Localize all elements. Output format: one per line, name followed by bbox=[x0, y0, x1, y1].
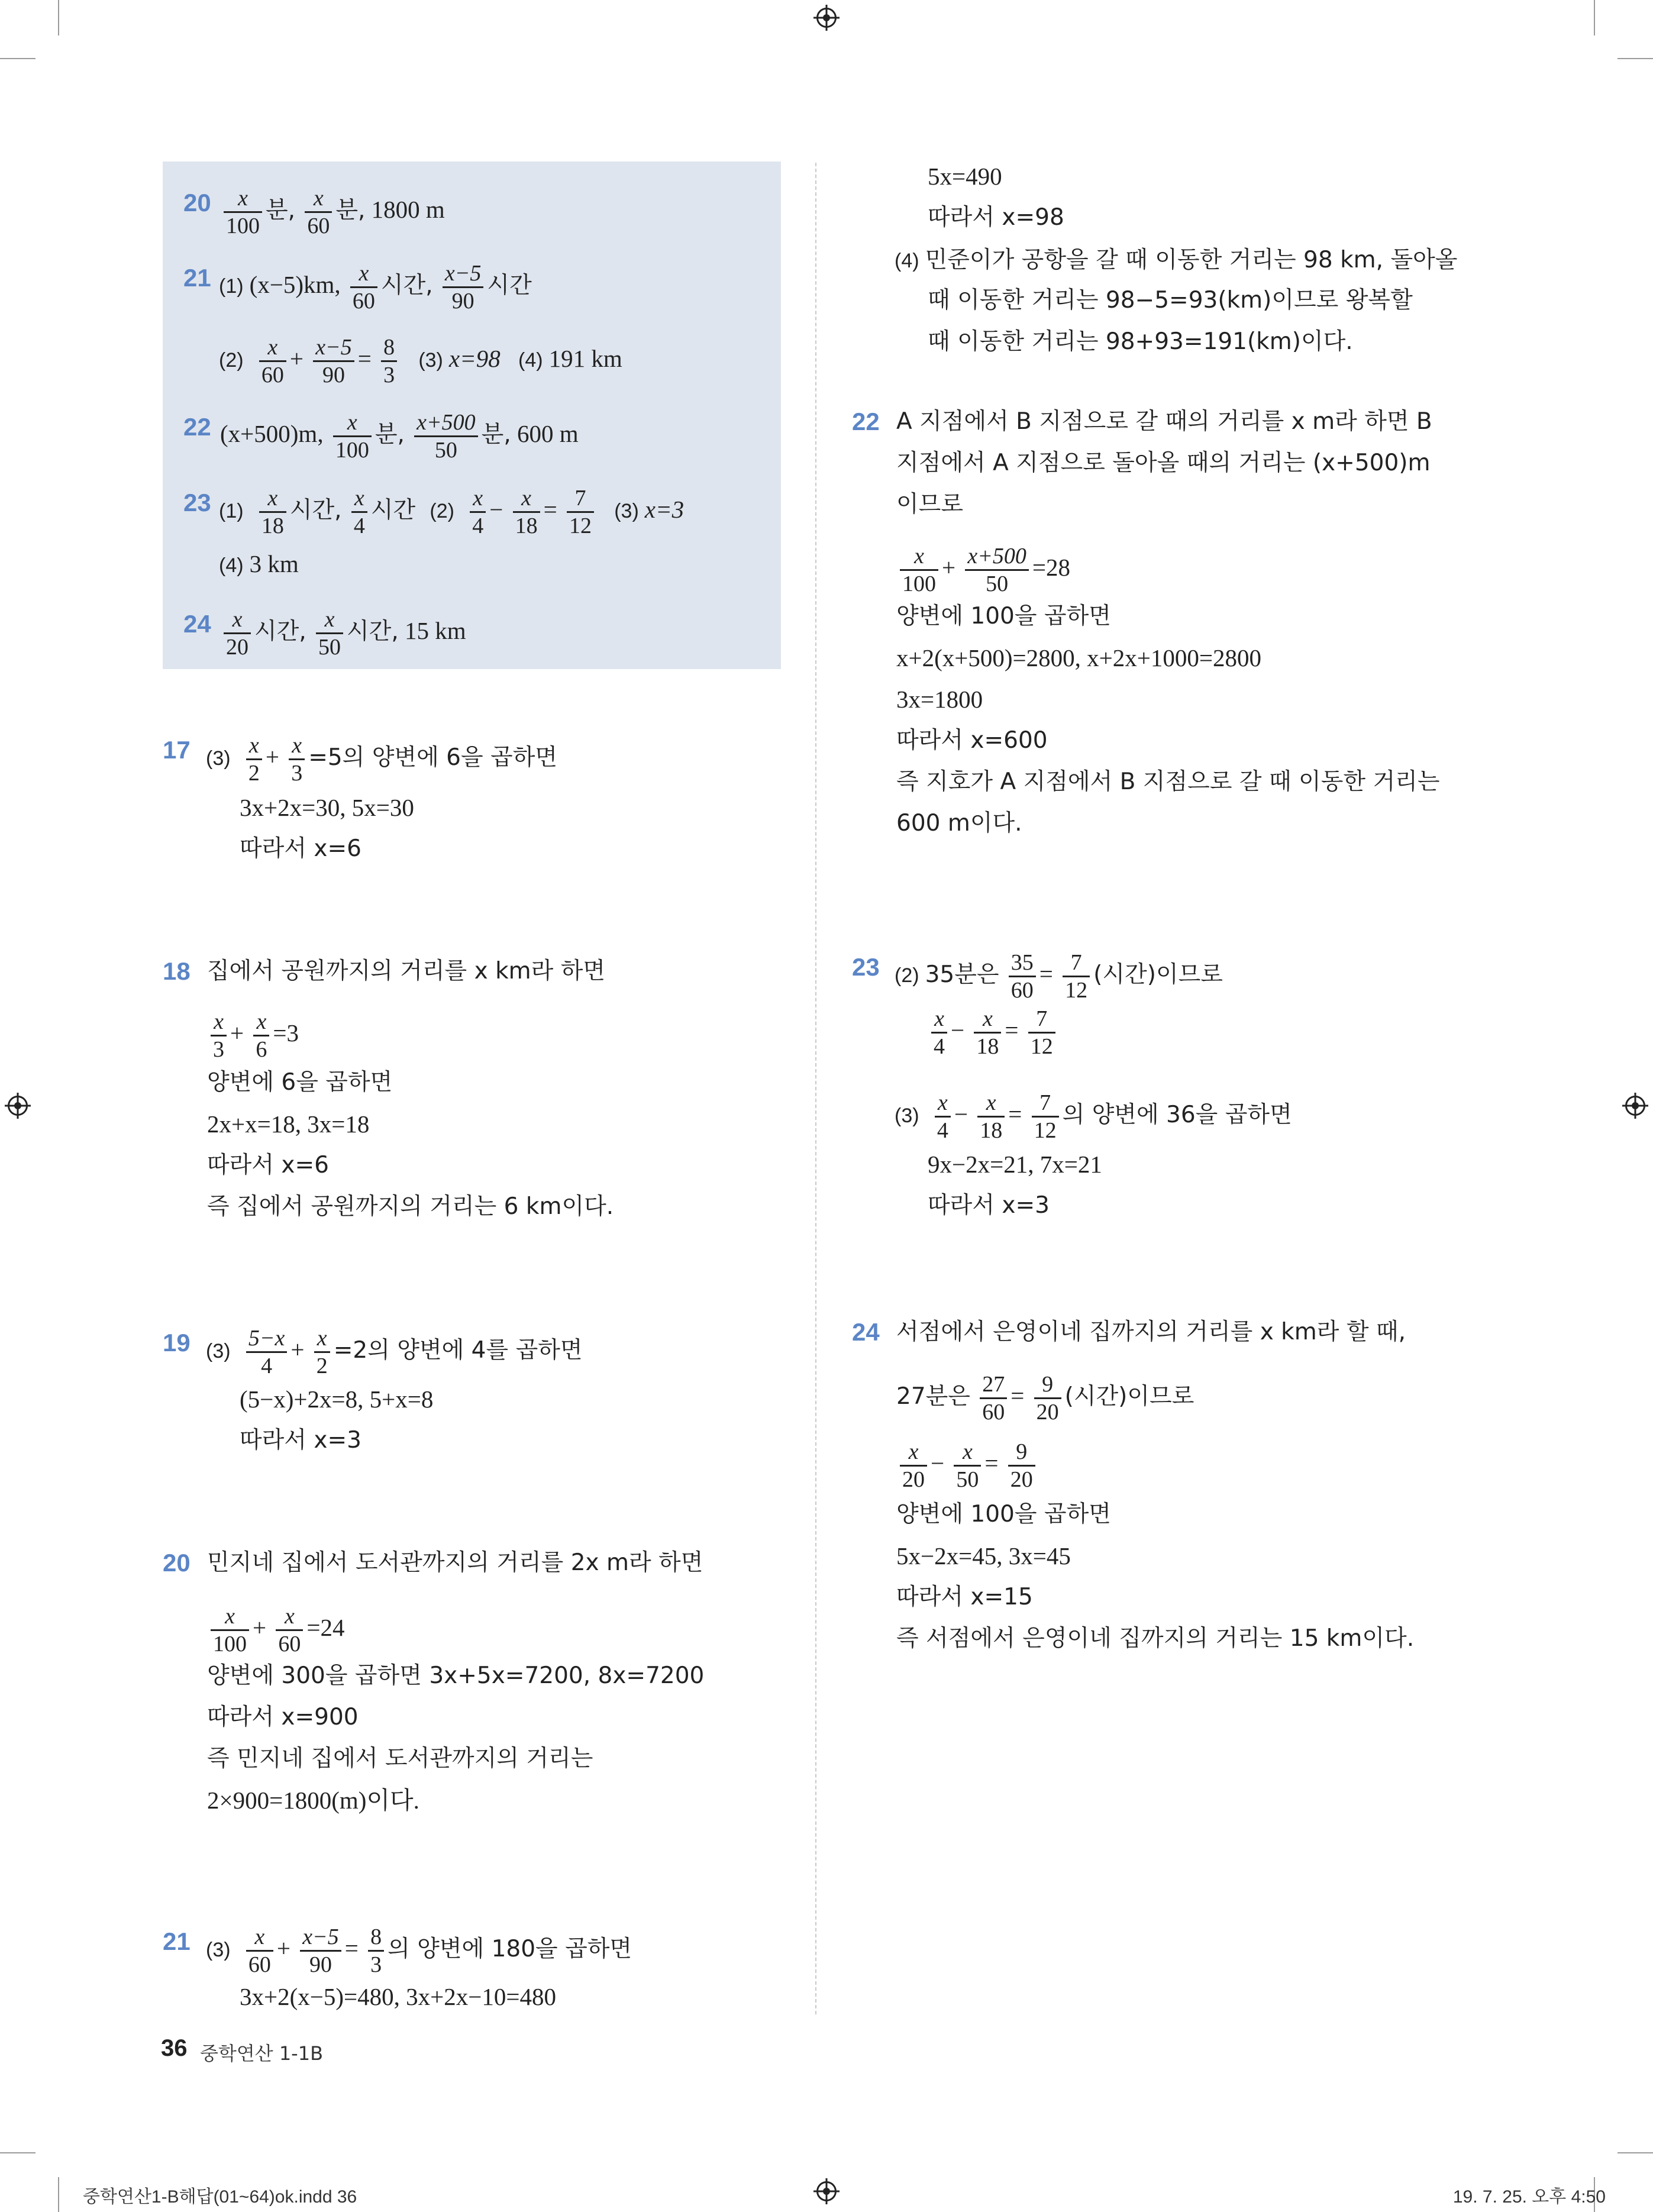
solution-line: (4) 민준이가 공항을 갈 때 이동한 거리는 98 km, 돌아올 bbox=[895, 247, 1458, 273]
solution-line: 3x=1800 bbox=[896, 686, 983, 713]
solution-line: 따라서 x=3 bbox=[240, 1427, 361, 1454]
solution-line: 3x+2x=30, 5x=30 bbox=[240, 794, 414, 821]
solution-line: $\frac{x}{3}$ + $\frac{x}{6}$ =3 bbox=[207, 1009, 299, 1063]
fraction: $\frac{x}{100}$ bbox=[224, 185, 262, 239]
question-number: 22 bbox=[852, 408, 880, 435]
solution-line: 따라서 x=6 bbox=[207, 1152, 329, 1178]
solution-line: 양변에 6을 곱하면 bbox=[207, 1069, 393, 1096]
answer-line: (1) (x−5)km, $\frac{x}{60}$ 시간, $\frac{x-5}{90}$ 시간 bbox=[219, 261, 532, 314]
solution-line: 5x=490 bbox=[928, 163, 1002, 190]
solution-line: A 지점에서 B 지점으로 갈 때의 거리를 x m라 하면 B bbox=[896, 408, 1432, 435]
question-number: 22 bbox=[183, 413, 211, 441]
solution-line: 따라서 x=6 bbox=[240, 835, 361, 862]
answer-line: (x+500)m, $\frac{x}{100}$ 분, $\frac{x+500}{50}$ 분, 600 m bbox=[220, 410, 579, 463]
solution-line: 5x−2x=45, 3x=45 bbox=[896, 1542, 1071, 1570]
solution-line: 따라서 x=3 bbox=[928, 1192, 1050, 1219]
registration-mark-icon bbox=[1625, 1096, 1645, 1116]
print-file-name: 중학연산1-B해답(01~64)ok.indd 36 bbox=[83, 2187, 357, 2207]
crop-mark bbox=[1618, 2152, 1653, 2153]
solution-line: 따라서 x=98 bbox=[928, 204, 1064, 231]
question-number: 20 bbox=[163, 1549, 191, 1577]
crop-mark bbox=[1594, 0, 1595, 35]
question-number: 24 bbox=[852, 1318, 880, 1346]
solution-line: (2) 35분은 $\frac{35}{60}$ = $\frac{7}{12}$ (시간)이므로 bbox=[895, 950, 1223, 1003]
answer-line: (2) $\frac{x}{60}$ + $\frac{x-5}{90}$ = $\frac{8}{3}$ (3) x=98 (4) 191 km bbox=[219, 335, 622, 387]
solution-line: 600 m이다. bbox=[896, 810, 1022, 837]
question-number: 24 bbox=[183, 610, 211, 638]
solution-line: $\frac{x}{4}$ − $\frac{x}{18}$ = $\frac{7}{12}$ bbox=[928, 1006, 1059, 1060]
book-title: 중학연산 1-1B bbox=[200, 2042, 324, 2065]
answer-line: (1) $\frac{x}{18}$ 시간, $\frac{x}{4}$ 시간 (2) $\frac{x}{4}$ − $\frac{x}{18}$ = $\frac{7}{12}$ (3) x=3 bbox=[219, 486, 685, 538]
answer-line: $\frac{x}{100}$ 분, $\frac{x}{60}$ 분, 1800 m bbox=[220, 185, 445, 239]
registration-mark-icon bbox=[8, 1096, 28, 1116]
solution-line: 집에서 공원까지의 거리를 x km라 하면 bbox=[207, 958, 606, 984]
solution-line: 2×900=1800(m)이다. bbox=[207, 1787, 419, 1814]
crop-mark bbox=[1618, 58, 1653, 59]
solution-line: 따라서 x=900 bbox=[207, 1704, 359, 1730]
solution-line: 양변에 300을 곱하면 3x+5x=7200, 8x=7200 bbox=[207, 1662, 705, 1689]
question-number: 18 bbox=[163, 957, 191, 985]
question-number: 21 bbox=[183, 264, 211, 292]
solution-line: $\frac{x}{100}$ + $\frac{x+500}{50}$ =28 bbox=[896, 543, 1070, 597]
fraction: $\frac{x-5}{90}$ bbox=[443, 260, 484, 314]
question-number: 21 bbox=[163, 1927, 191, 1955]
solution-line: (3) $\frac{x}{4}$ − $\frac{x}{18}$ = $\frac{7}{12}$ 의 양변에 36을 곱하면 bbox=[895, 1090, 1292, 1143]
fraction: $\frac{x}{60}$ bbox=[305, 185, 332, 239]
solution-line: 때 이동한 거리는 98−5=93(km)이므로 왕복할 bbox=[928, 287, 1413, 314]
solution-line: x+2(x+500)=2800, x+2x+1000=2800 bbox=[896, 644, 1262, 671]
crop-mark bbox=[58, 2177, 59, 2212]
question-number: 20 bbox=[183, 189, 211, 217]
solution-line: 양변에 100을 곱하면 bbox=[896, 1501, 1111, 1528]
page-number: 36 bbox=[161, 2035, 188, 2061]
crop-mark bbox=[0, 58, 35, 59]
solution-line: 즉 서점에서 은영이네 집까지의 거리는 15 km이다. bbox=[896, 1625, 1415, 1652]
crop-mark bbox=[0, 2152, 35, 2153]
solution-line: 때 이동한 거리는 98+93=191(km)이다. bbox=[928, 328, 1353, 355]
registration-mark-icon bbox=[816, 2181, 837, 2201]
solution-line: 즉 민지네 집에서 도서관까지의 거리는 bbox=[207, 1745, 593, 1772]
question-number: 23 bbox=[852, 953, 880, 981]
solution-line: $\frac{x}{20}$ − $\frac{x}{50}$ = $\frac{9}{20}$ bbox=[896, 1439, 1039, 1493]
solution-line: (3) $\frac{x}{2}$ + $\frac{x}{3}$ =5의 양변에 6을 곱하면 bbox=[206, 733, 558, 786]
crop-mark bbox=[58, 0, 59, 35]
solution-line: 9x−2x=21, 7x=21 bbox=[928, 1151, 1102, 1178]
solution-line: 따라서 x=15 bbox=[896, 1584, 1033, 1610]
solution-line: 서점에서 은영이네 집까지의 거리를 x km라 할 때, bbox=[896, 1319, 1406, 1345]
question-number: 17 bbox=[163, 736, 191, 764]
question-number: 23 bbox=[183, 489, 211, 516]
solution-line: (3) $\frac{5-x}{4}$ + $\frac{x}{2}$ =2의 양변에 4를 곱하면 bbox=[206, 1326, 583, 1378]
fraction: $\frac{x}{60}$ bbox=[350, 260, 377, 314]
solution-line: (3) $\frac{x}{60}$ + $\frac{x-5}{90}$ = $\frac{8}{3}$ 의 양변에 180을 곱하면 bbox=[206, 1924, 632, 1977]
solution-line: $\frac{x}{100}$ + $\frac{x}{60}$ =24 bbox=[207, 1603, 345, 1657]
print-date: 19. 7. 25. 오후 4:50 bbox=[1452, 2187, 1606, 2207]
solution-line: 민지네 집에서 도서관까지의 거리를 2x m라 하면 bbox=[207, 1549, 703, 1576]
solution-line: (5−x)+2x=8, 5+x=8 bbox=[240, 1386, 434, 1413]
question-number: 19 bbox=[163, 1329, 191, 1357]
answer-line: (4) 3 km bbox=[219, 550, 299, 577]
column-divider bbox=[815, 163, 816, 2014]
solution-line: 양변에 100을 곱하면 bbox=[896, 603, 1111, 629]
solution-line: 따라서 x=600 bbox=[896, 727, 1048, 754]
solution-line: 3x+2(x−5)=480, 3x+2x−10=480 bbox=[240, 1983, 557, 2010]
answer-line: $\frac{x}{20}$ 시간, $\frac{x}{50}$ 시간, 15 km bbox=[220, 606, 466, 660]
solution-line: 이므로 bbox=[896, 491, 964, 518]
registration-mark-icon bbox=[816, 8, 837, 28]
solution-line: 지점에서 A 지점으로 돌아올 때의 거리는 (x+500)m bbox=[896, 450, 1431, 476]
solution-line: 2x+x=18, 3x=18 bbox=[207, 1110, 370, 1138]
solution-line: 즉 지호가 A 지점에서 B 지점으로 갈 때 이동한 거리는 bbox=[896, 768, 1440, 795]
solution-line: 즉 집에서 공원까지의 거리는 6 km이다. bbox=[207, 1193, 614, 1220]
solution-line: 27분은 $\frac{27}{60}$ = $\frac{9}{20}$ (시간)이므로 bbox=[896, 1372, 1194, 1425]
